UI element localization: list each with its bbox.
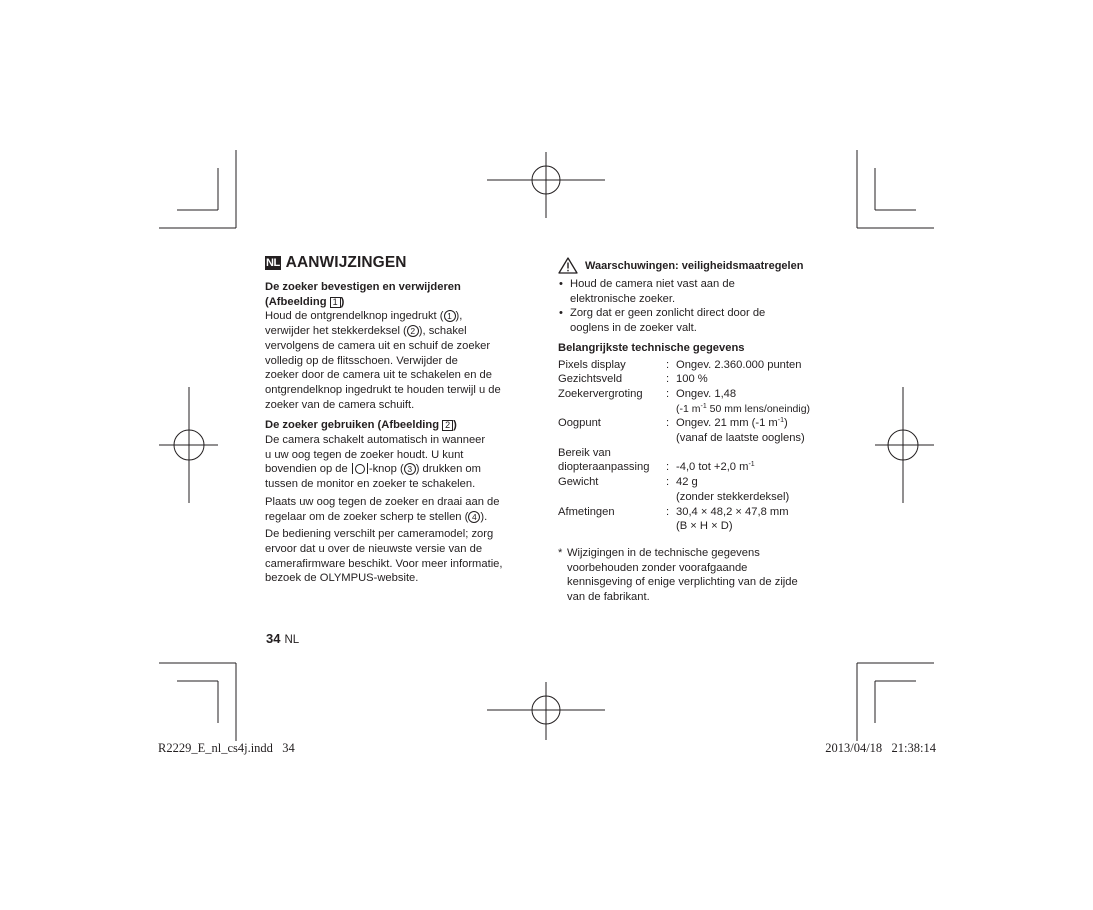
heading-use-viewfinder: De zoeker gebruiken (Afbeelding 2 ) bbox=[265, 419, 457, 432]
text-line: De bediening verschilt per cameramodel; zorg bbox=[265, 528, 494, 541]
text-line: zoeker van de camera schuift. bbox=[265, 398, 415, 411]
text-line: u uw oog tegen de zoeker houdt. U kunt bbox=[265, 448, 464, 461]
text-line: verwijder het stekkerdeksel ( 2 ), schakel bbox=[265, 325, 467, 338]
text-line: camerafirmware beschikt. Voor meer informatie, bbox=[265, 557, 503, 570]
page-number: 34 NL bbox=[266, 631, 300, 646]
heading-line: (Afbeelding 1 ) bbox=[265, 295, 345, 308]
text-line: ervoor dat u over de nieuwste versie van de bbox=[265, 542, 483, 555]
table-row: diopteraanpassing : -4,0 tot +2,0 $m^{-1}$ bbox=[558, 461, 755, 474]
table-row: Oogpunt : Ongev. 21 mm (-1 $m^{-1}$) (vanaf de laatste ooglens) bbox=[558, 417, 805, 445]
text-line: regelaar om de zoeker scherp te stellen ( 4 ). bbox=[265, 510, 488, 523]
table-row: Zoekervergroting : Ongev. 1,48 (-1 $m^{-1}$ 50 mm lens/oneindig) bbox=[558, 387, 811, 415]
warning-heading-row bbox=[558, 257, 848, 274]
text-line: Houd de ontgrendelknop ingedrukt ( 1 ), bbox=[265, 310, 463, 323]
list-item: • Houd de camera niet vast aan de elektronische zoeker. bbox=[558, 277, 848, 306]
footnote: * Wijzigingen in de technische gegevens voorbehouden zonder voorafgaande kennisgeving of enige verplichting van de zijde van de fabrikant. bbox=[558, 546, 798, 604]
left-column bbox=[265, 253, 533, 586]
print-slug-timestamp: 2013/04/18 21:38:14 bbox=[825, 741, 936, 755]
language-badge: NL bbox=[266, 257, 280, 269]
text-line: bezoek de OLYMPUS-website. bbox=[265, 572, 419, 585]
table-row: Afmetingen : 30,4 × 48,2 × 47,8 mm (B × H × D) bbox=[558, 505, 789, 533]
paragraph-use-1 bbox=[265, 433, 533, 492]
heading-attach-viewfinder bbox=[265, 280, 533, 309]
warning-heading: Waarschuwingen: veiligheidsmaatregelen bbox=[585, 260, 804, 273]
callout-number: 1 bbox=[444, 310, 456, 322]
page-title: AANWIJZINGEN bbox=[285, 254, 407, 271]
section-title bbox=[265, 253, 533, 273]
figure-number-box: 1 bbox=[330, 297, 341, 308]
table-row: Gewicht : 42 g (zonder stekkerdeksel) bbox=[558, 476, 790, 503]
text-line: De camera schakelt automatisch in wanneer bbox=[265, 434, 486, 447]
text-line: ontgrendelknop ingedrukt te houden terwijl u de bbox=[265, 383, 501, 396]
callout-number: 2 bbox=[407, 325, 419, 337]
right-column bbox=[558, 257, 848, 605]
monitor-switch-icon bbox=[352, 463, 368, 474]
paragraph-attach bbox=[265, 309, 533, 412]
table-row: Pixels display : Ongev. 2.360.000 punten bbox=[558, 358, 802, 371]
heading-line: De zoeker bevestigen en verwijderen bbox=[265, 281, 461, 293]
paragraph-use-3 bbox=[265, 527, 533, 586]
callout-number: 3 bbox=[404, 463, 416, 475]
registration-mark-right bbox=[875, 387, 934, 503]
callout-number: 4 bbox=[468, 511, 480, 523]
specs-table bbox=[558, 358, 810, 534]
print-slug-filename: R2229_E_nl_cs4j.indd 34 bbox=[158, 741, 295, 755]
registration-mark-left bbox=[159, 387, 218, 503]
warning-list bbox=[558, 277, 848, 336]
text-line: bovendien op de -knop ( 3 ) drukken om bbox=[265, 463, 481, 476]
text-line: tussen de monitor en zoeker te schakelen. bbox=[265, 478, 476, 491]
paragraph-use-2 bbox=[265, 495, 533, 524]
registration-mark-top bbox=[487, 152, 605, 218]
table-row: Bereik van bbox=[558, 446, 611, 459]
specs-heading: Belangrijkste technische gegevens bbox=[558, 341, 745, 354]
text-line: Plaats uw oog tegen de zoeker en draai aan de bbox=[265, 495, 500, 508]
list-item: • Zorg dat er geen zonlicht direct door de ooglens in de zoeker valt. bbox=[558, 306, 848, 335]
figure-number-box: 2 bbox=[442, 420, 453, 431]
warning-triangle-icon bbox=[558, 257, 578, 274]
table-row: Gezichtsveld : 100 % bbox=[558, 373, 708, 386]
text-line: volledig op de flitsschoen. Verwijder de bbox=[265, 354, 458, 367]
registration-mark-bottom bbox=[487, 682, 605, 740]
text-line: zoeker door de camera uit te schakelen en de bbox=[265, 369, 492, 382]
text-line: vervolgens de camera uit en schuif de zoeker bbox=[265, 339, 491, 352]
